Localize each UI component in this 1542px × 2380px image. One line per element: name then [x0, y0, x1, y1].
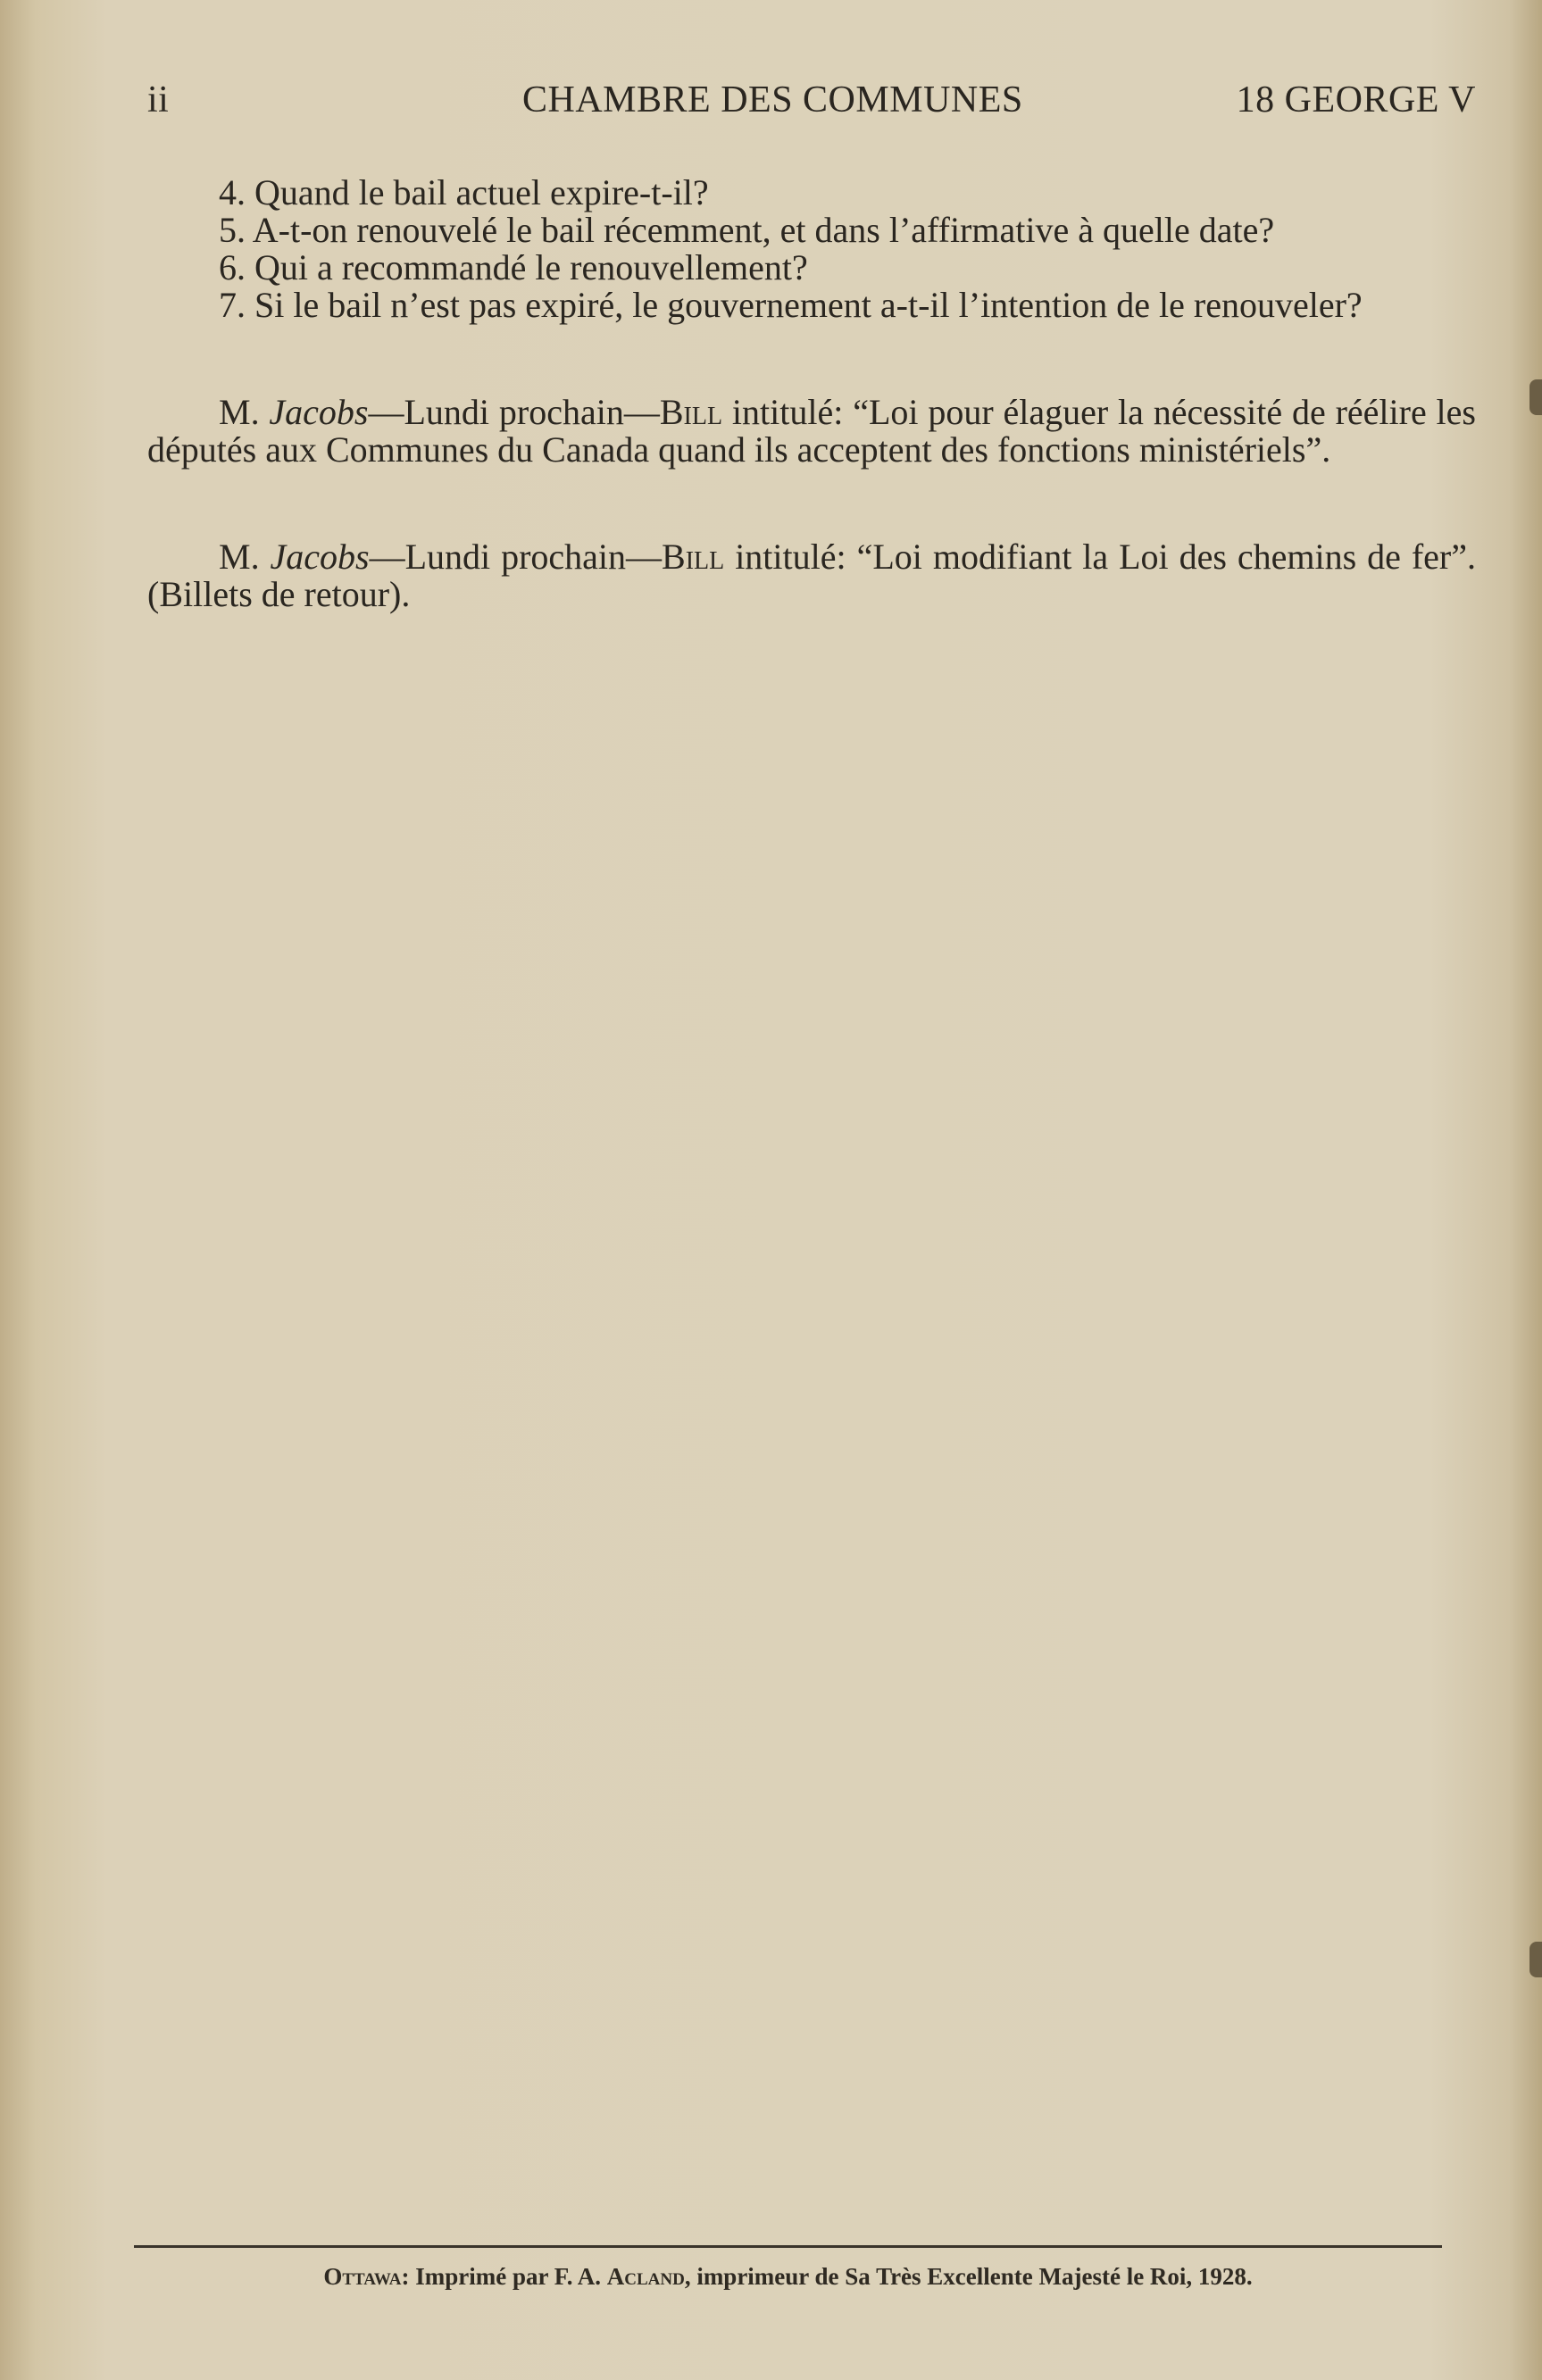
binding-mark-bottom	[1529, 1942, 1542, 1977]
page-body	[147, 174, 1476, 613]
imprint-sep: :	[401, 2263, 416, 2290]
page-header	[147, 79, 1476, 132]
notice-2-prefix: M.	[219, 537, 271, 577]
notice-2-when: —Lundi prochain—	[369, 537, 663, 577]
notice-1	[147, 394, 1476, 469]
imprint-printer-name: Acland	[606, 2263, 685, 2290]
footer-rule	[134, 2245, 1442, 2248]
notice-2-text: intitulé: “Loi modifiant la Loi des chemins de fer”. (Billets de retour).	[147, 537, 1476, 614]
notice-1-when: —Lundi prochain—	[368, 392, 660, 432]
question-7: 7. Si le bail n’est pas expiré, le gouvernement a-t-il l’intention de le renouveler?	[219, 285, 1363, 325]
question-4: 4. Quand le bail actuel expire-t-il?	[219, 172, 709, 212]
reign-year: 18 GEORGE V	[1236, 79, 1476, 121]
notice-2	[147, 538, 1476, 613]
notice-1-member: Jacobs	[269, 392, 369, 432]
running-title: CHAMBRE DES COMMUNES	[522, 79, 1023, 121]
imprint-place: Ottawa	[323, 2263, 402, 2290]
page-number: ii	[147, 79, 170, 121]
notice-1-bill: Bill	[659, 392, 723, 432]
question-5: 5. A-t-on renouvelé le bail récemment, et dans l’affirmative à quelle date?	[219, 210, 1275, 250]
printer-imprint	[134, 2263, 1442, 2291]
imprint-rest: , imprimeur de Sa Très Excellente Majesté le Roi, 1928.	[684, 2263, 1253, 2290]
notice-2-member: Jacobs	[270, 537, 370, 577]
notice-1-prefix: M.	[219, 392, 270, 432]
binding-mark-top	[1529, 379, 1542, 415]
question-6: 6. Qui a recommandé le renouvellement?	[219, 247, 808, 287]
notice-2-bill: Bill	[662, 537, 725, 577]
imprint-printed-by: Imprimé par F. A.	[415, 2263, 607, 2290]
notice-1-text: intitulé: “Loi pour élaguer la nécessité de réélire les députés aux Communes du Canada quand ils acceptent des fonctions ministériels”.	[147, 392, 1476, 470]
